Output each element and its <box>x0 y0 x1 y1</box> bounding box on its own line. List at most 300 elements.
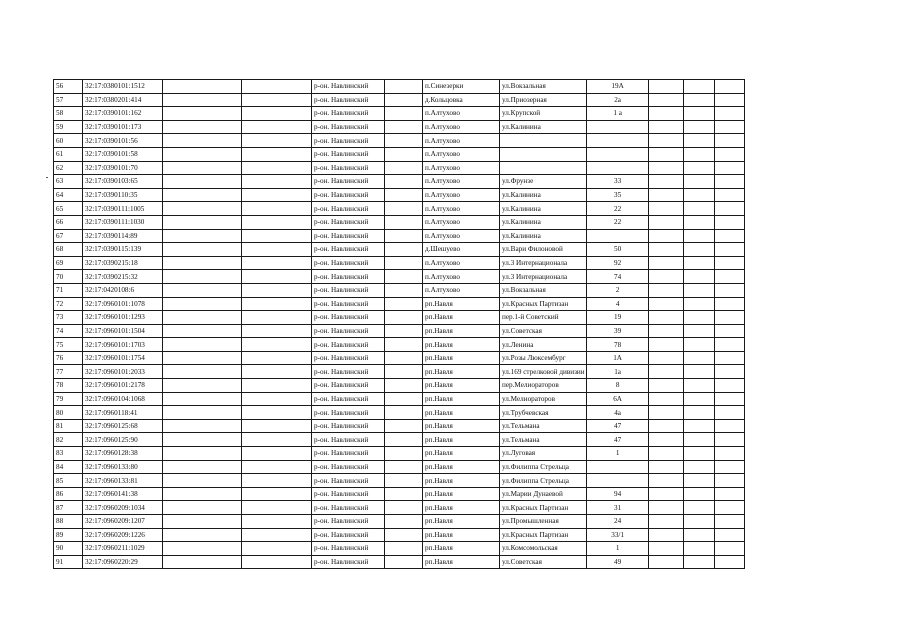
row-number-cell: 82 <box>54 433 83 447</box>
empty-cell <box>648 243 683 257</box>
cadastral-number-cell: 32:17:0960125:68 <box>83 419 163 433</box>
locality-cell: рп.Навля <box>423 379 500 393</box>
locality-cell: д.Шешуево <box>423 243 500 257</box>
empty-cell <box>648 202 683 216</box>
empty-cell <box>714 501 744 515</box>
district-cell: р-он. Навлинский <box>312 419 385 433</box>
empty-cell <box>163 107 242 121</box>
empty-cell <box>683 134 714 148</box>
table-row <box>54 202 745 216</box>
locality-cell: п.Алтухово <box>423 188 500 202</box>
empty-cell <box>648 256 683 270</box>
empty-cell <box>385 147 423 161</box>
table-row <box>54 229 745 243</box>
table-row <box>54 270 745 284</box>
empty-cell <box>242 324 312 338</box>
empty-cell <box>242 555 312 569</box>
empty-cell <box>242 392 312 406</box>
empty-cell <box>385 460 423 474</box>
locality-cell: рп.Навля <box>423 406 500 420</box>
empty-cell <box>163 80 242 94</box>
empty-cell <box>648 161 683 175</box>
empty-cell <box>385 447 423 461</box>
table-row <box>54 515 745 529</box>
cadastral-number-cell: 32:17:0390101:56 <box>83 134 163 148</box>
empty-cell <box>683 487 714 501</box>
cadastral-number-cell: 32:17:0390215:18 <box>83 256 163 270</box>
street-cell: ул.Фрунзе <box>500 175 587 189</box>
empty-cell <box>683 379 714 393</box>
empty-cell <box>242 147 312 161</box>
empty-cell <box>163 93 242 107</box>
cadastral-number-cell: 32:17:0390115:139 <box>83 243 163 257</box>
locality-cell: рп.Навля <box>423 365 500 379</box>
table-row <box>54 338 745 352</box>
locality-cell: п.Алтухово <box>423 161 500 175</box>
empty-cell <box>648 107 683 121</box>
house-number-cell: 31 <box>586 501 648 515</box>
street-cell: ул.Ленина <box>500 338 587 352</box>
empty-cell <box>163 134 242 148</box>
empty-cell <box>242 175 312 189</box>
empty-cell <box>242 120 312 134</box>
empty-cell <box>385 107 423 121</box>
empty-cell <box>683 392 714 406</box>
empty-cell <box>648 283 683 297</box>
locality-cell: рп.Навля <box>423 311 500 325</box>
empty-cell <box>242 528 312 542</box>
house-number-cell: 1 <box>586 447 648 461</box>
locality-cell: рп.Навля <box>423 392 500 406</box>
row-number-cell: 80 <box>54 406 83 420</box>
empty-cell <box>683 107 714 121</box>
locality-cell: п.Алтухово <box>423 202 500 216</box>
empty-cell <box>242 311 312 325</box>
empty-cell <box>648 80 683 94</box>
row-number-cell: 79 <box>54 392 83 406</box>
locality-cell: рп.Навля <box>423 351 500 365</box>
empty-cell <box>163 460 242 474</box>
row-number-cell: 71 <box>54 283 83 297</box>
empty-cell <box>683 501 714 515</box>
district-cell: р-он. Навлинский <box>312 487 385 501</box>
empty-cell <box>385 120 423 134</box>
empty-cell <box>714 487 744 501</box>
locality-cell: п.Алтухово <box>423 175 500 189</box>
row-number-cell: 73 <box>54 311 83 325</box>
empty-cell <box>242 80 312 94</box>
row-number-cell: 58 <box>54 107 83 121</box>
empty-cell <box>648 297 683 311</box>
house-number-cell: 47 <box>586 433 648 447</box>
district-cell: р-он. Навлинский <box>312 406 385 420</box>
house-number-cell: 49 <box>586 555 648 569</box>
scan-mark <box>46 177 48 178</box>
cadastral-number-cell: 32:17:0960101:2178 <box>83 379 163 393</box>
street-cell: ул.Филиппа Стрельца <box>500 460 587 474</box>
street-cell: пер.Мелиораторов <box>500 379 587 393</box>
house-number-cell: 1а <box>586 365 648 379</box>
locality-cell: рп.Навля <box>423 447 500 461</box>
empty-cell <box>242 215 312 229</box>
empty-cell <box>648 379 683 393</box>
empty-cell <box>714 447 744 461</box>
house-number-cell: 94 <box>586 487 648 501</box>
empty-cell <box>714 419 744 433</box>
registry-body <box>54 80 745 569</box>
locality-cell: рп.Навля <box>423 555 500 569</box>
empty-cell <box>242 202 312 216</box>
district-cell: р-он. Навлинский <box>312 324 385 338</box>
cadastral-number-cell: 32:17:0390110:35 <box>83 188 163 202</box>
house-number-cell: 33/1 <box>586 528 648 542</box>
empty-cell <box>683 161 714 175</box>
empty-cell <box>648 460 683 474</box>
empty-cell <box>683 338 714 352</box>
street-cell: ул.Вари Филоновой <box>500 243 587 257</box>
empty-cell <box>242 379 312 393</box>
empty-cell <box>683 474 714 488</box>
cadastral-number-cell: 32:17:0390103:65 <box>83 175 163 189</box>
empty-cell <box>242 351 312 365</box>
locality-cell: п.Синезерки <box>423 80 500 94</box>
empty-cell <box>714 406 744 420</box>
table-row <box>54 120 745 134</box>
empty-cell <box>385 283 423 297</box>
house-number-cell: 6А <box>586 392 648 406</box>
empty-cell <box>648 311 683 325</box>
empty-cell <box>714 297 744 311</box>
district-cell: р-он. Навлинский <box>312 528 385 542</box>
empty-cell <box>385 93 423 107</box>
empty-cell <box>714 175 744 189</box>
table-row <box>54 528 745 542</box>
house-number-cell: 1 <box>586 542 648 556</box>
cadastral-number-cell: 32:17:0960125:90 <box>83 433 163 447</box>
row-number-cell: 64 <box>54 188 83 202</box>
district-cell: р-он. Навлинский <box>312 147 385 161</box>
district-cell: р-он. Навлинский <box>312 460 385 474</box>
locality-cell: рп.Навля <box>423 487 500 501</box>
locality-cell: д.Кольцовка <box>423 93 500 107</box>
cadastral-number-cell: 32:17:0960209:1226 <box>83 528 163 542</box>
row-number-cell: 66 <box>54 215 83 229</box>
empty-cell <box>242 229 312 243</box>
empty-cell <box>683 311 714 325</box>
empty-cell <box>683 283 714 297</box>
empty-cell <box>683 419 714 433</box>
row-number-cell: 89 <box>54 528 83 542</box>
empty-cell <box>648 487 683 501</box>
locality-cell: рп.Навля <box>423 324 500 338</box>
locality-cell: рп.Навля <box>423 419 500 433</box>
empty-cell <box>385 433 423 447</box>
empty-cell <box>242 365 312 379</box>
empty-cell <box>385 351 423 365</box>
empty-cell <box>163 365 242 379</box>
empty-cell <box>648 433 683 447</box>
empty-cell <box>385 419 423 433</box>
empty-cell <box>714 188 744 202</box>
empty-cell <box>648 175 683 189</box>
empty-cell <box>648 338 683 352</box>
house-number-cell <box>586 161 648 175</box>
cadastral-number-cell: 32:17:0390101:58 <box>83 147 163 161</box>
empty-cell <box>683 215 714 229</box>
empty-cell <box>648 528 683 542</box>
street-cell: ул.Тельмана <box>500 433 587 447</box>
empty-cell <box>385 392 423 406</box>
district-cell: р-он. Навлинский <box>312 433 385 447</box>
row-number-cell: 87 <box>54 501 83 515</box>
house-number-cell: 33 <box>586 175 648 189</box>
row-number-cell: 81 <box>54 419 83 433</box>
empty-cell <box>163 555 242 569</box>
empty-cell <box>648 542 683 556</box>
table-row <box>54 351 745 365</box>
empty-cell <box>714 555 744 569</box>
district-cell: р-он. Навлинский <box>312 270 385 284</box>
cadastral-number-cell: 32:17:0960211:1029 <box>83 542 163 556</box>
street-cell: ул.Филиппа Стрельца <box>500 474 587 488</box>
house-number-cell: 92 <box>586 256 648 270</box>
empty-cell <box>242 406 312 420</box>
table-row <box>54 147 745 161</box>
empty-cell <box>163 297 242 311</box>
empty-cell <box>648 324 683 338</box>
empty-cell <box>163 283 242 297</box>
street-cell: ул.169 стрелковой дивизии <box>500 365 587 379</box>
street-cell: ул.Комсомольская <box>500 542 587 556</box>
district-cell: р-он. Навлинский <box>312 215 385 229</box>
street-cell <box>500 134 587 148</box>
street-cell: ул.Советская <box>500 555 587 569</box>
locality-cell: рп.Навля <box>423 501 500 515</box>
empty-cell <box>385 175 423 189</box>
empty-cell <box>683 351 714 365</box>
empty-cell <box>163 120 242 134</box>
district-cell: р-он. Навлинский <box>312 175 385 189</box>
row-number-cell: 68 <box>54 243 83 257</box>
street-cell: ул.Красных Партизан <box>500 297 587 311</box>
cadastral-number-cell: 32:17:0960118:41 <box>83 406 163 420</box>
street-cell: ул.Трубчевская <box>500 406 587 420</box>
empty-cell <box>385 80 423 94</box>
empty-cell <box>242 297 312 311</box>
empty-cell <box>163 324 242 338</box>
empty-cell <box>648 120 683 134</box>
district-cell: р-он. Навлинский <box>312 474 385 488</box>
empty-cell <box>714 80 744 94</box>
empty-cell <box>242 161 312 175</box>
empty-cell <box>714 283 744 297</box>
locality-cell: рп.Навля <box>423 474 500 488</box>
locality-cell: п.Алтухово <box>423 256 500 270</box>
cadastral-number-cell: 32:17:0960104:1068 <box>83 392 163 406</box>
empty-cell <box>385 542 423 556</box>
street-cell: ул.Калинина <box>500 202 587 216</box>
district-cell: р-он. Навлинский <box>312 202 385 216</box>
house-number-cell: 35 <box>586 188 648 202</box>
row-number-cell: 75 <box>54 338 83 352</box>
row-number-cell: 85 <box>54 474 83 488</box>
empty-cell <box>242 283 312 297</box>
empty-cell <box>163 419 242 433</box>
district-cell: р-он. Навлинский <box>312 188 385 202</box>
house-number-cell: 22 <box>586 215 648 229</box>
district-cell: р-он. Навлинский <box>312 297 385 311</box>
district-cell: р-он. Навлинский <box>312 107 385 121</box>
empty-cell <box>385 406 423 420</box>
empty-cell <box>714 107 744 121</box>
table-row <box>54 542 745 556</box>
empty-cell <box>163 311 242 325</box>
empty-cell <box>714 528 744 542</box>
district-cell: р-он. Навлинский <box>312 365 385 379</box>
table-row <box>54 379 745 393</box>
empty-cell <box>683 365 714 379</box>
empty-cell <box>242 188 312 202</box>
table-row <box>54 215 745 229</box>
empty-cell <box>385 515 423 529</box>
table-row <box>54 447 745 461</box>
empty-cell <box>163 351 242 365</box>
empty-cell <box>683 528 714 542</box>
empty-cell <box>714 379 744 393</box>
street-cell: ул.3 Интернационала <box>500 270 587 284</box>
cadastral-number-cell: 32:17:0960101:1078 <box>83 297 163 311</box>
row-number-cell: 72 <box>54 297 83 311</box>
house-number-cell: 1 а <box>586 107 648 121</box>
cadastral-number-cell: 32:17:0390101:70 <box>83 161 163 175</box>
street-cell: ул.Красных Партизан <box>500 528 587 542</box>
row-number-cell: 56 <box>54 80 83 94</box>
table-row <box>54 365 745 379</box>
row-number-cell: 86 <box>54 487 83 501</box>
empty-cell <box>163 243 242 257</box>
empty-cell <box>714 215 744 229</box>
house-number-cell: 22 <box>586 202 648 216</box>
row-number-cell: 62 <box>54 161 83 175</box>
cadastral-number-cell: 32:17:0390215:32 <box>83 270 163 284</box>
cadastral-number-cell: 32:17:0390114:89 <box>83 229 163 243</box>
empty-cell <box>163 392 242 406</box>
street-cell: ул.Калинина <box>500 188 587 202</box>
empty-cell <box>714 433 744 447</box>
house-number-cell: 4а <box>586 406 648 420</box>
row-number-cell: 65 <box>54 202 83 216</box>
empty-cell <box>714 392 744 406</box>
empty-cell <box>385 256 423 270</box>
cadastral-number-cell: 32:17:0390111:1030 <box>83 215 163 229</box>
street-cell: ул.Марии Дунаевой <box>500 487 587 501</box>
empty-cell <box>242 474 312 488</box>
row-number-cell: 83 <box>54 447 83 461</box>
empty-cell <box>163 229 242 243</box>
empty-cell <box>242 243 312 257</box>
cadastral-number-cell: 32:17:0390101:173 <box>83 120 163 134</box>
street-cell: ул.Розы Люксембург <box>500 351 587 365</box>
empty-cell <box>714 147 744 161</box>
house-number-cell <box>586 147 648 161</box>
empty-cell <box>242 487 312 501</box>
empty-cell <box>385 474 423 488</box>
cadastral-number-cell: 32:17:0390111:1005 <box>83 202 163 216</box>
table-row <box>54 80 745 94</box>
empty-cell <box>385 229 423 243</box>
empty-cell <box>163 188 242 202</box>
district-cell: р-он. Навлинский <box>312 229 385 243</box>
street-cell <box>500 161 587 175</box>
district-cell: р-он. Навлинский <box>312 243 385 257</box>
table-row <box>54 134 745 148</box>
empty-cell <box>714 542 744 556</box>
street-cell: ул.Крупской <box>500 107 587 121</box>
empty-cell <box>163 515 242 529</box>
table-row <box>54 406 745 420</box>
street-cell: ул.Вокзальная <box>500 283 587 297</box>
district-cell: р-он. Навлинский <box>312 93 385 107</box>
house-number-cell: 74 <box>586 270 648 284</box>
empty-cell <box>683 147 714 161</box>
empty-cell <box>163 270 242 284</box>
empty-cell <box>714 93 744 107</box>
locality-cell: рп.Навля <box>423 433 500 447</box>
cadastral-number-cell: 32:17:0960101:1504 <box>83 324 163 338</box>
empty-cell <box>242 419 312 433</box>
house-number-cell: 19 <box>586 311 648 325</box>
cadastral-number-cell: 32:17:0960220:29 <box>83 555 163 569</box>
property-registry-table <box>53 79 745 569</box>
row-number-cell: 63 <box>54 175 83 189</box>
empty-cell <box>714 324 744 338</box>
empty-cell <box>385 202 423 216</box>
house-number-cell: 24 <box>586 515 648 529</box>
street-cell: ул.Луговая <box>500 447 587 461</box>
empty-cell <box>714 161 744 175</box>
district-cell: р-он. Навлинский <box>312 338 385 352</box>
empty-cell <box>714 243 744 257</box>
locality-cell: п.Алтухово <box>423 229 500 243</box>
empty-cell <box>683 202 714 216</box>
locality-cell: п.Алтухово <box>423 215 500 229</box>
district-cell: р-он. Навлинский <box>312 501 385 515</box>
empty-cell <box>648 447 683 461</box>
street-cell: ул.Вокзальная <box>500 80 587 94</box>
row-number-cell: 57 <box>54 93 83 107</box>
empty-cell <box>714 338 744 352</box>
table-row <box>54 460 745 474</box>
table-row <box>54 392 745 406</box>
empty-cell <box>242 107 312 121</box>
locality-cell: рп.Навля <box>423 460 500 474</box>
locality-cell: п.Алтухово <box>423 147 500 161</box>
locality-cell: п.Алтухово <box>423 134 500 148</box>
locality-cell: рп.Навля <box>423 528 500 542</box>
empty-cell <box>714 134 744 148</box>
cadastral-number-cell: 32:17:0390101:162 <box>83 107 163 121</box>
empty-cell <box>683 120 714 134</box>
empty-cell <box>163 202 242 216</box>
table-row <box>54 324 745 338</box>
empty-cell <box>385 338 423 352</box>
table-row <box>54 107 745 121</box>
row-number-cell: 84 <box>54 460 83 474</box>
empty-cell <box>385 487 423 501</box>
empty-cell <box>648 474 683 488</box>
empty-cell <box>385 270 423 284</box>
empty-cell <box>648 270 683 284</box>
